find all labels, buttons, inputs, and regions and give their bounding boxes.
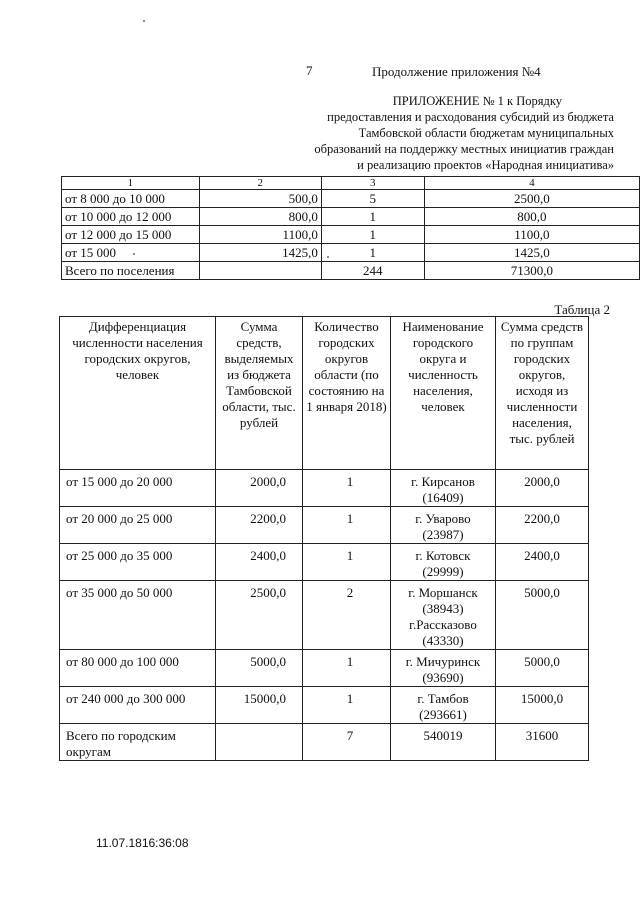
population-range: от 10 000 до 12 000 — [62, 208, 200, 226]
city-name: г. Моршанск — [408, 585, 478, 600]
city-population: (29999) — [422, 564, 464, 579]
district-count: 1 — [303, 650, 391, 687]
city-population: (16409) — [422, 490, 464, 505]
group-total: 2500,0 — [424, 190, 639, 208]
subsidy-amount: 2500,0 — [216, 581, 303, 650]
settlement-count: 5 — [321, 190, 424, 208]
total-population: 540019 — [391, 724, 496, 761]
city-name: г. Котовск — [415, 548, 471, 563]
subsidy-amount: 500,0 — [199, 190, 321, 208]
settlement-count: 1 — [321, 226, 424, 244]
column-number: 2 — [199, 177, 321, 190]
table-row — [60, 687, 589, 724]
total-count: 7 — [303, 724, 391, 761]
city-population: (23987) — [422, 527, 464, 542]
city-name: г. Уварово — [415, 511, 471, 526]
table-row — [60, 581, 589, 650]
table-row — [62, 208, 640, 226]
subsidy-amount: 2200,0 — [216, 507, 303, 544]
page-number: 7 — [306, 63, 313, 78]
total-sum: 31600 — [496, 724, 589, 761]
district-count: 1 — [303, 687, 391, 724]
table-row — [60, 650, 589, 687]
table-total-row — [62, 262, 640, 280]
city-population: (293661) — [419, 707, 467, 722]
empty-cell — [216, 724, 303, 761]
settlement-count: 1 — [321, 208, 424, 226]
group-sum: 5000,0 — [496, 650, 589, 687]
district-name — [391, 544, 496, 581]
table-row — [60, 507, 589, 544]
total-sum: 71300,0 — [424, 262, 639, 280]
group-sum: 2200,0 — [496, 507, 589, 544]
total-label: Всего по городским округам — [60, 724, 216, 761]
city-population: (93690) — [422, 670, 464, 685]
subsidy-amount: 2400,0 — [216, 544, 303, 581]
column-number: 3 — [321, 177, 424, 190]
district-name — [391, 507, 496, 544]
table-caption: Таблица 2 — [554, 302, 610, 317]
population-range: от 15 000 — [62, 244, 200, 262]
group-sum: 15000,0 — [496, 687, 589, 724]
header-subsidy-amount: Сумма средств, выделяемых из бюджета Тамбовской области, тыс. рублей — [216, 317, 303, 470]
appendix-title: ПРИЛОЖЕНИЕ № 1 к Порядку — [392, 94, 562, 108]
header-district-count: Количество городских округов области (по состоянию на 1 января 2018) — [303, 317, 391, 470]
continuation-label: Продолжение приложения №4 — [372, 64, 541, 79]
group-sum: 2000,0 — [496, 470, 589, 507]
population-range: от 80 000 до 100 000 — [60, 650, 216, 687]
table-row — [62, 244, 640, 262]
subsidy-amount: 800,0 — [199, 208, 321, 226]
city-population: (43330) — [422, 633, 464, 648]
population-range: от 8 000 до 10 000 — [62, 190, 200, 208]
group-total: 1425,0 — [424, 244, 639, 262]
table-row — [60, 470, 589, 507]
appendix-line: образований на поддержку местных инициатив граждан — [314, 142, 614, 156]
population-range: от 240 000 до 300 000 — [60, 687, 216, 724]
population-range: от 15 000 до 20 000 — [60, 470, 216, 507]
settlement-count: 1 — [321, 244, 424, 262]
table-row — [62, 226, 640, 244]
population-range: от 25 000 до 35 000 — [60, 544, 216, 581]
empty-cell — [199, 262, 321, 280]
appendix-line: Тамбовской области бюджетам муниципальных — [358, 126, 614, 140]
district-name — [391, 581, 496, 650]
header-district-name: Наименование городского округа и численность населения, человек — [391, 317, 496, 470]
population-range: от 12 000 до 15 000 — [62, 226, 200, 244]
table-row — [60, 544, 589, 581]
population-range: от 20 000 до 25 000 — [60, 507, 216, 544]
appendix-line: и реализацию проектов «Народная инициатива» — [357, 158, 614, 172]
city-name: г. Тамбов — [417, 691, 469, 706]
district-count: 2 — [303, 581, 391, 650]
city-name: г.Рассказово — [409, 617, 477, 632]
city-population: (38943) — [422, 601, 464, 616]
district-name — [391, 470, 496, 507]
subsidy-amount: 1425,0 — [199, 244, 321, 262]
print-timestamp: 11.07.1816:36:08 — [96, 836, 189, 850]
total-count: 244 — [321, 262, 424, 280]
group-sum: 5000,0 — [496, 581, 589, 650]
city-name: г. Кирсанов — [411, 474, 475, 489]
appendix-line: предоставления и расходования субсидий из бюджета — [327, 110, 614, 124]
district-count: 1 — [303, 544, 391, 581]
population-range: от 35 000 до 50 000 — [60, 581, 216, 650]
table-header-row — [62, 177, 640, 190]
city-name: г. Мичуринск — [405, 654, 481, 669]
scan-speck — [143, 20, 145, 22]
subsidy-amount: 15000,0 — [216, 687, 303, 724]
group-sum: 2400,0 — [496, 544, 589, 581]
district-name — [391, 650, 496, 687]
appendix-header — [284, 93, 614, 173]
subsidy-amount: 2000,0 — [216, 470, 303, 507]
column-number: 4 — [424, 177, 639, 190]
table-total-row — [60, 724, 589, 761]
subsidy-amount: 1100,0 — [199, 226, 321, 244]
subsidy-amount: 5000,0 — [216, 650, 303, 687]
city-districts-table — [59, 316, 589, 761]
column-number: 1 — [62, 177, 200, 190]
table-row — [62, 190, 640, 208]
district-count: 1 — [303, 507, 391, 544]
district-name — [391, 687, 496, 724]
settlements-table — [61, 176, 640, 280]
header-group-sum: Сумма средств по группам городских округов, исходя из численности населения, тыс. рублей — [496, 317, 589, 470]
group-total: 1100,0 — [424, 226, 639, 244]
total-label: Всего по поселения — [62, 262, 200, 280]
district-count: 1 — [303, 470, 391, 507]
header-population-range: Дифференциация численности населения городских округов, человек — [60, 317, 216, 470]
group-total: 800,0 — [424, 208, 639, 226]
table-header-row — [60, 317, 589, 470]
